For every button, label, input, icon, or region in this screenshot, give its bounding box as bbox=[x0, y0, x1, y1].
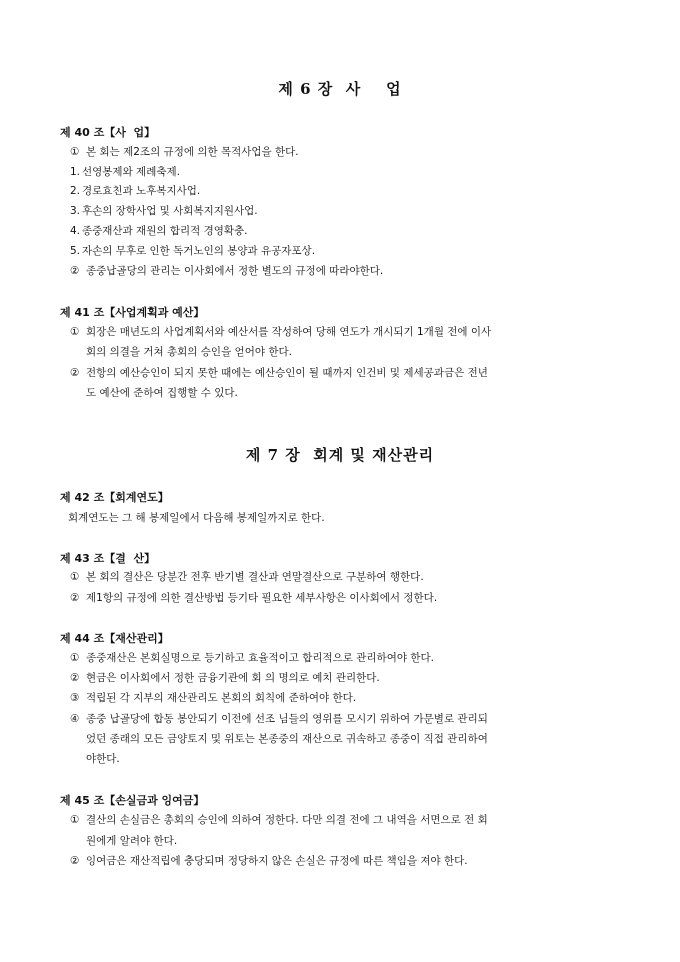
paragraph-text: 회장은 매년도의 사업계획서와 예산서를 작성하여 당해 연도가 개시되기 1개월 전에 이사 bbox=[86, 326, 492, 338]
paragraph-marker: ① bbox=[70, 814, 80, 826]
paragraph-marker: ④ bbox=[70, 713, 80, 725]
article-40-item-1 bbox=[70, 165, 180, 179]
chapter-6-title: 제 6 장 사 업 bbox=[278, 80, 402, 98]
paragraph-marker: ② bbox=[70, 672, 80, 684]
chapter-7-title: 제 7 장 회계 및 재산관리 bbox=[245, 446, 435, 464]
item-number: 5. bbox=[70, 245, 81, 257]
paragraph-marker: ② bbox=[70, 855, 80, 867]
paragraph-text: 전항의 예산승인이 되지 못한 때에는 예산승인이 될 때까지 인건비 및 제세공과금은 전년 bbox=[86, 367, 488, 379]
paragraph-marker: ② bbox=[70, 367, 80, 379]
item-text: 선영봉제와 제례축제. bbox=[82, 166, 180, 178]
article-41-heading: 제 41 조【사업계획과 예산】 bbox=[60, 306, 205, 319]
paragraph-text: 종중납골당의 관리는 이사회에서 정한 별도의 규정에 따라야한다. bbox=[86, 265, 384, 277]
paragraph-marker: ② bbox=[70, 592, 80, 604]
paragraph-marker: ③ bbox=[70, 692, 80, 704]
article-44-paragraph-4-line-3: 야한다. bbox=[86, 753, 120, 765]
article-40-item-4 bbox=[70, 224, 248, 238]
paragraph-text: 종중 납골당에 합동 봉안되기 이전에 선조 님들의 영위를 모시기 위하여 가문별로 관리되 bbox=[86, 713, 488, 725]
paragraph-text: 결산의 손실금은 총회의 승인에 의하여 정한다. 다만 의결 전에 그 내역을 서면으로 전 회 bbox=[86, 814, 488, 826]
article-42-heading: 제 42 조【회계연도】 bbox=[60, 491, 169, 504]
article-45-paragraph-1-line-1 bbox=[70, 813, 488, 827]
article-44-paragraph-2 bbox=[70, 671, 380, 685]
paragraph-marker: ① bbox=[70, 326, 80, 338]
article-44-paragraph-3 bbox=[70, 691, 356, 705]
item-text: 후손의 장학사업 및 사회복지지원사업. bbox=[82, 205, 258, 217]
item-number: 3. bbox=[70, 205, 81, 217]
paragraph-text: 본 회의 결산은 당분간 전후 반기별 결산과 연말결산으로 구분하여 행한다. bbox=[86, 571, 424, 583]
article-43-heading: 제 43 조【결 산】 bbox=[60, 552, 156, 565]
item-text: 경로효친과 노후복지사업. bbox=[82, 185, 201, 197]
article-42-text: 회계연도는 그 해 봉제일에서 다음해 봉제일까지로 한다. bbox=[68, 512, 325, 524]
article-41-paragraph-2-line-2: 도 예산에 준하여 집행할 수 있다. bbox=[86, 387, 238, 399]
article-40-item-2 bbox=[70, 184, 200, 198]
paragraph-text: 제1항의 규정에 의한 결산방법 등기타 필요한 세부사항은 이사회에서 정한다. bbox=[86, 592, 438, 604]
item-number: 1. bbox=[70, 166, 81, 178]
item-number: 4. bbox=[70, 225, 81, 237]
paragraph-marker: ① bbox=[70, 146, 80, 158]
article-44-paragraph-4-line-2: 었던 종래의 모든 금양토지 및 위토는 본종중의 재산으로 귀속하고 종중이 직접 관리하여 bbox=[86, 733, 488, 745]
paragraph-marker: ① bbox=[70, 571, 80, 583]
paragraph-text: 본 회는 제2조의 규정에 의한 목적사업을 한다. bbox=[86, 146, 299, 158]
article-43-paragraph-1 bbox=[70, 570, 424, 584]
paragraph-text: 잉여금은 재산적립에 충당되며 정당하지 않은 손실은 규정에 따른 책임을 져야 한다. bbox=[86, 855, 468, 867]
item-text: 자손의 무후로 인한 독거노인의 봉양과 유공자포상. bbox=[82, 245, 316, 257]
paragraph-marker: ① bbox=[70, 652, 80, 664]
article-45-paragraph-1-line-2: 원에게 알려야 한다. bbox=[86, 835, 178, 847]
article-44-paragraph-4-line-1 bbox=[70, 712, 488, 726]
article-40-item-5 bbox=[70, 244, 315, 258]
article-41-paragraph-1-line-2: 회의 의결을 거쳐 총회의 승인을 얻어야 한다. bbox=[86, 346, 292, 358]
paragraph-text: 현금은 이사회에서 정한 금융기관에 회 의 명의로 예치 관리한다. bbox=[86, 672, 380, 684]
paragraph-marker: ② bbox=[70, 265, 80, 277]
article-44-paragraph-1 bbox=[70, 651, 434, 665]
article-45-heading: 제 45 조【손실금과 잉여금】 bbox=[60, 794, 205, 807]
paragraph-text: 적립된 각 지부의 재산관리도 본회의 회칙에 준하여야 한다. bbox=[86, 692, 357, 704]
paragraph-text: 종중재산은 본회실명으로 등기하고 효율적이고 합리적으로 관리하여야 한다. bbox=[86, 652, 434, 664]
article-43-paragraph-2 bbox=[70, 591, 437, 605]
article-40-paragraph-1 bbox=[70, 145, 299, 159]
article-44-heading: 제 44 조【재산관리】 bbox=[60, 632, 169, 645]
item-text: 종중재산과 재원의 합리적 경영확충. bbox=[82, 225, 248, 237]
article-41-paragraph-2-line-1 bbox=[70, 366, 488, 380]
article-45-paragraph-2 bbox=[70, 854, 468, 868]
article-40-item-3 bbox=[70, 204, 258, 218]
article-40-paragraph-2 bbox=[70, 264, 383, 278]
article-40-heading: 제 40 조【사 업】 bbox=[60, 126, 156, 139]
item-number: 2. bbox=[70, 185, 81, 197]
article-41-paragraph-1-line-1 bbox=[70, 325, 491, 339]
